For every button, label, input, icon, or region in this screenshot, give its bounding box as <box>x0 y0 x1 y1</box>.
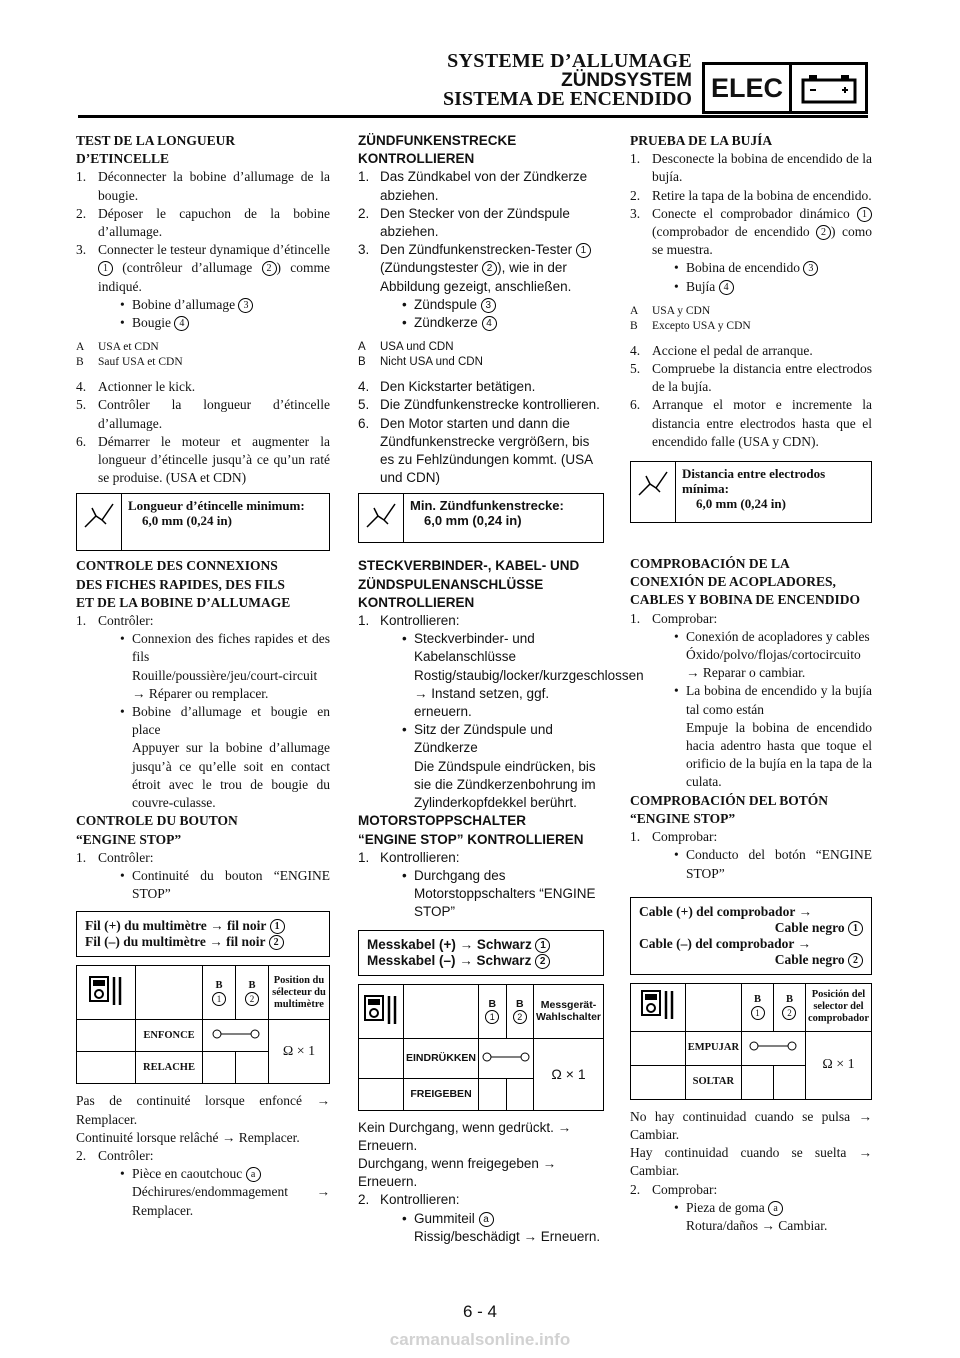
step-3: 3. Den Zündfunkenstrecken-Tester 1 (Zündungstester 2 ), wie in der Abbildung gezeigt, anschließen. <box>358 241 604 296</box>
bullet-connectors: • Connexion des fiches rapides et des fils <box>120 631 330 665</box>
title-fr: SYSTEME D’ALLUMAGE <box>447 50 692 72</box>
check-stop: 1. Contrôler: <box>76 849 154 865</box>
result-released: Durchgang, wenn freigegeben → Erneuern. <box>358 1155 557 1190</box>
step-4: 4. Den Kickstarter betätigen. <box>358 379 536 395</box>
leads-box: Messkabel (+) → Schwarz 1 Messkabel (–) → Schwarz 2 <box>358 930 604 976</box>
heading-connections-de: STECKVERBINDER-, KABEL- UND ZÜNDSPULENANSCHLÜSSE KONTROLLIEREN <box>358 558 580 610</box>
step-5: 5. Compruebe la distancia entre electrodos de la bujía. <box>630 361 872 395</box>
note-b: B Excepto USA y CDN <box>630 319 751 332</box>
title-de: ZÜNDSYSTEM <box>561 70 692 91</box>
check-stop: 1. Kontrollieren: <box>358 849 460 865</box>
check-1: 1. Kontrollieren: <box>358 613 460 629</box>
heading-spark-gap-fr: TEST DE LA LONGUEUR D’ETINCELLE <box>76 133 236 167</box>
step-3: 3. Conecte el comprobador dinámico 1 (comprobador de encendido 2 ) como se muestra. <box>630 205 872 258</box>
note-b: B Sauf USA et CDN <box>76 356 183 369</box>
step-4: 4. Actionner le kick. <box>76 379 196 395</box>
check-rubber: 2. Comprobar: <box>630 1181 718 1197</box>
result-pressed: Pas de continuité lorsque enfoncé → Remplacer. <box>76 1093 330 1127</box>
heading-stop-es: COMPROBACIÓN DEL BOTÓN “ENGINE STOP” <box>630 792 829 826</box>
column-german <box>358 132 644 1246</box>
bullet-plug: • Bujía 4 <box>630 278 872 296</box>
meter-icon <box>631 983 686 1031</box>
leads-box: Fil (+) du multimètre → fil noir 1 Fil (–) du multimètre → fil noir 2 <box>76 911 330 957</box>
note-a: A USA et CDN <box>76 341 159 354</box>
connectors-text: Rostig/staubig/locker/kurzgeschlossen → Instand setzen, ggf. erneuern. <box>414 667 644 720</box>
bullet-connectors: • Conexión de acopladores y cables <box>674 628 870 644</box>
connectors-text: Óxido/polvo/flojas/cortocircuito → Reparar o cambiar. <box>686 647 861 681</box>
bullet-rubber: • Pieza de goma a <box>630 1199 872 1217</box>
heading-connections-es: COMPROBACIÓN DE LA CONEXIÓN DE ACOPLADORES, CABLES Y BOBINA DE ENCENDIDO <box>630 556 861 608</box>
spec-hand-icon <box>631 462 675 522</box>
note-a: A USA y CDN <box>630 304 711 317</box>
heading-spark-gap-es: PRUEBA DE LA BUJÍA <box>630 133 773 148</box>
bullet-coil-plug: • Bobine d’allumage et bougie en place <box>120 704 330 738</box>
step-5: 5. Contrôler la longueur d’étincelle d’allumage. <box>76 397 330 431</box>
spec-box: Longueur d’étincelle minimum: 6,0 mm (0,24 in) <box>76 493 330 551</box>
bullet-coil: • Bobina de encendido 3 <box>630 259 872 277</box>
column-spanish <box>630 132 872 1235</box>
step-1: 1. Déconnecter la bobine d’allumage de la bougie. <box>76 169 330 203</box>
spec-box: Min. Zündfunkenstrecke: 6,0 mm (0,24 in) <box>358 493 604 543</box>
bullet-continuity: • Durchgang des Motorstoppschalters “ENGINE STOP” <box>402 867 596 920</box>
check-1: 1. Comprobar: <box>630 610 718 626</box>
continuity-table: B 1 B 2 Posición del selector del comprobador EMPUJAR Ω × 1 SOLTAR <box>630 983 872 1100</box>
step-2: 2. Den Stecker von der Zündspule abziehen. <box>358 205 570 240</box>
step-6: 6. Démarrer le moteur et augmenter la longueur d’étincelle jusqu’à ce qu’un raté se produise. (USA et CDN) <box>76 433 330 486</box>
step-5: 5. Die Zündfunkenstrecke kontrollieren. <box>358 397 600 413</box>
step-2: 2. Retire la tapa de la bobina de encendido. <box>630 187 872 203</box>
battery-icon <box>792 65 865 111</box>
note-b: B Nicht USA und CDN <box>358 356 483 369</box>
rubber-text: Rissig/beschädigt → Erneuern. <box>414 1228 601 1244</box>
coil-plug-text: Die Zündspule eindrücken, bis sie die Zündkerzenbohrung im Zylinderkopfdekkel berührt. <box>414 758 596 811</box>
rubber-text: Déchirures/endommagement → Remplacer. <box>132 1184 330 1218</box>
note-a: A USA und CDN <box>358 341 454 354</box>
bullet-continuity: • Conducto del botón “ENGINE STOP” <box>674 847 872 881</box>
heading-stop-fr: CONTROLE DU BOUTON “ENGINE STOP” <box>76 813 238 847</box>
page-header-titles <box>443 52 692 109</box>
bullet-coil: • Bobine d’allumage 3 <box>76 296 330 314</box>
spec-hand-icon <box>77 494 121 550</box>
connectors-text: Rouille/poussière/jeu/court-circuit → Réparer ou remplacer. <box>132 667 318 701</box>
bullet-connectors: • Steckverbinder- und Kabelanschlüsse <box>402 631 535 665</box>
bullet-rubber: • Gummiteil a <box>358 1210 604 1228</box>
step-2: 2. Déposer le capuchon de la bobine d’allumage. <box>76 205 330 240</box>
bullet-coil: • Zündspule 3 <box>358 296 604 314</box>
meter-icon <box>77 966 136 1020</box>
meter-icon <box>359 984 404 1038</box>
section-badge <box>702 62 868 114</box>
step-4: 4. Accione el pedal de arranque. <box>630 342 813 358</box>
leads-box: Cable (+) del comprobador → Cable negro 1 Cable (–) del comprobador → Cable negro 2 <box>630 897 872 975</box>
bullet-rubber: • Pièce en caoutchouc a <box>76 1165 330 1183</box>
check-rubber: 2. Kontrollieren: <box>358 1192 460 1208</box>
step-6: 6. Den Motor starten und dann die Zündfunkenstrecke vergrößern, bis es zu Fehlzündungen kommt. (USA und CDN) <box>358 415 593 486</box>
result-pressed: No hay continuidad cuando se pulsa → Cambiar. <box>630 1108 872 1142</box>
continuity-table: B 1 B 2 Messgerät-Wahlschalter EINDRÜKKEN Ω × 1 FREIGEBEN <box>358 984 604 1111</box>
column-french <box>76 132 330 1220</box>
badge-label: ELEC <box>705 65 792 111</box>
coil-plug-text: Empuje la bobina de encendido hacia adentro hasta que toque el orificio de la bujía en la tapa de la culata. <box>686 719 872 790</box>
check-1: 1. Contrôler: <box>76 613 154 629</box>
heading-stop-de: MOTORSTOPPSCHALTER “ENGINE STOP” KONTROLLIEREN <box>358 813 584 847</box>
step-1: 1. Das Zündkabel von der Zündkerze abziehen. <box>358 169 588 203</box>
page-number: 6 - 4 <box>462 1302 498 1321</box>
result-released: Hay continuidad cuando se suelta → Cambiar. <box>630 1145 872 1179</box>
continuity-table: B 1 B 2 Position du sélecteur du multimètre ENFONCE Ω × 1 RELACHE <box>76 965 330 1084</box>
heading-spark-gap-de: ZÜNDFUNKENSTRECKE KONTROLLIEREN <box>358 133 517 167</box>
check-stop: 1. Comprobar: <box>630 829 718 845</box>
watermark: carmanualsonline.info <box>389 1330 571 1349</box>
bullet-coil-plug: • Sitz der Zündspule und Zündkerze <box>402 722 553 756</box>
spec-hand-icon <box>359 494 403 542</box>
header-rule <box>78 115 868 118</box>
spec-box: Distancia entre electrodos mínima: 6,0 mm (0,24 in) <box>630 461 872 523</box>
step-3: 3. Connecter le testeur dynamique d’étincelle 1 (contrôleur d’allumage 2 ) comme indiqué. <box>76 242 330 294</box>
bullet-continuity: • Continuité du bouton “ENGINE STOP” <box>120 867 330 902</box>
title-es: SISTEMA DE ENCENDIDO <box>443 88 692 110</box>
heading-connections-fr: CONTROLE DES CONNEXIONS DES FICHES RAPIDES, DES FILS ET DE LA BOBINE D’ALLUMAGE <box>76 558 291 610</box>
result-pressed: Kein Durchgang, wenn gedrückt. → Erneuern. <box>358 1119 572 1153</box>
rubber-text: Rotura/daños → Cambiar. <box>686 1217 828 1233</box>
bullet-plug: • Bougie 4 <box>76 314 330 332</box>
result-released: Continuité lorsque relâché → Remplacer. <box>76 1129 300 1145</box>
step-1: 1. Desconecte la bobina de encendido de la bujía. <box>630 151 872 185</box>
check-rubber: 2. Contrôler: <box>76 1147 154 1163</box>
bullet-plug: • Zündkerze 4 <box>358 314 604 332</box>
bullet-coil-plug: • La bobina de encendido y la bujía tal como están <box>674 683 872 717</box>
coil-plug-text: Appuyer sur la bobine d’allumage jusqu’à ce qu’elle soit en contact étroit avec le trou de bougie du couvre-culasse. <box>132 740 330 811</box>
step-6: 6. Arranque el motor e incremente la distancia entre electrodos hasta que el encendido falle (USA y CDN). <box>630 397 872 449</box>
